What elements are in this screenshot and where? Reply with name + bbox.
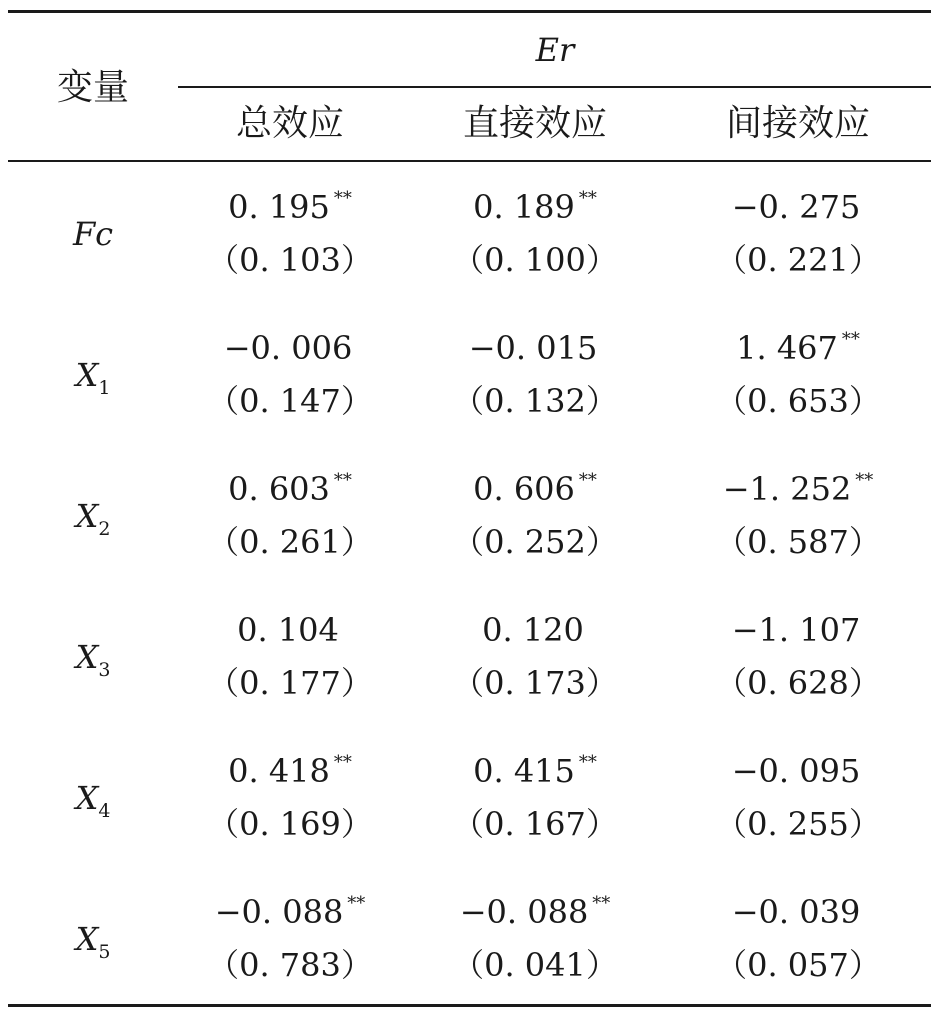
std-error-direct: （0. 173） bbox=[452, 664, 618, 702]
std-error-total: （0. 177） bbox=[207, 664, 373, 702]
std-error-total: （0. 169） bbox=[207, 805, 373, 843]
coef-direct: −0. 088 ** bbox=[459, 893, 611, 931]
significance-mark: ** bbox=[592, 893, 611, 914]
coef-direct: 0. 120 bbox=[482, 611, 584, 649]
std-error-direct: （0. 167） bbox=[452, 805, 618, 843]
row-variable-name: $X_3$ bbox=[75, 638, 111, 681]
significance-mark: ** bbox=[855, 470, 874, 491]
coef-total: −0. 006 bbox=[223, 329, 353, 367]
std-error-direct: （0. 252） bbox=[452, 523, 618, 561]
std-error-indirect: （0. 221） bbox=[715, 241, 881, 279]
std-error-indirect: （0. 587） bbox=[715, 523, 881, 561]
significance-mark: ** bbox=[578, 752, 597, 773]
coef-direct: 0. 606 ** bbox=[473, 470, 597, 508]
coef-total: 0. 418 ** bbox=[228, 752, 352, 790]
std-error-total: （0. 261） bbox=[207, 523, 373, 561]
row-variable-name: $X_5$ bbox=[75, 920, 111, 963]
std-error-total: （0. 147） bbox=[207, 382, 373, 420]
group-rule bbox=[178, 86, 931, 88]
coef-direct: 0. 415 ** bbox=[473, 752, 597, 790]
significance-mark: ** bbox=[347, 893, 366, 914]
coef-total: 0. 603 ** bbox=[228, 470, 352, 508]
coef-total: 0. 104 bbox=[237, 611, 339, 649]
std-error-indirect: （0. 057） bbox=[715, 946, 881, 984]
row-variable-name: $X_2$ bbox=[75, 497, 111, 540]
coef-indirect: −1. 107 bbox=[731, 611, 861, 649]
header-rule bbox=[8, 160, 931, 162]
std-error-indirect: （0. 653） bbox=[715, 382, 881, 420]
std-error-direct: （0. 132） bbox=[452, 382, 618, 420]
header-indirect-effect: 间接效应 bbox=[725, 103, 871, 144]
row-variable-name: Fc bbox=[72, 215, 114, 253]
coef-indirect: −0. 095 bbox=[731, 752, 861, 790]
significance-mark: ** bbox=[333, 188, 352, 209]
significance-mark: ** bbox=[578, 470, 597, 491]
significance-mark: ** bbox=[333, 752, 352, 773]
std-error-total: （0. 103） bbox=[207, 241, 373, 279]
coef-indirect: 1. 467 ** bbox=[736, 329, 860, 367]
coef-indirect: −0. 275 bbox=[731, 188, 861, 226]
coef-total: 0. 195 ** bbox=[228, 188, 352, 226]
coef-indirect: −0. 039 bbox=[731, 893, 861, 931]
std-error-indirect: （0. 628） bbox=[715, 664, 881, 702]
bottom-rule bbox=[8, 1004, 931, 1007]
row-variable-name: $X_4$ bbox=[75, 779, 111, 822]
std-error-total: （0. 783） bbox=[207, 946, 373, 984]
top-rule bbox=[8, 10, 931, 13]
significance-mark: ** bbox=[333, 470, 352, 491]
std-error-indirect: （0. 255） bbox=[715, 805, 881, 843]
row-variable-name: $X_1$ bbox=[75, 356, 111, 399]
coef-total: −0. 088 ** bbox=[214, 893, 366, 931]
header-group-er: Er bbox=[535, 31, 575, 69]
std-error-direct: （0. 041） bbox=[452, 946, 618, 984]
header-variable: 变量 bbox=[56, 67, 130, 108]
significance-mark: ** bbox=[578, 188, 597, 209]
header-total-effect: 总效应 bbox=[235, 103, 345, 144]
coef-indirect: −1. 252 ** bbox=[722, 470, 874, 508]
significance-mark: ** bbox=[841, 329, 860, 350]
header-direct-effect: 直接效应 bbox=[462, 103, 608, 144]
coef-direct: −0. 015 bbox=[468, 329, 598, 367]
coef-direct: 0. 189 ** bbox=[473, 188, 597, 226]
std-error-direct: （0. 100） bbox=[452, 241, 618, 279]
